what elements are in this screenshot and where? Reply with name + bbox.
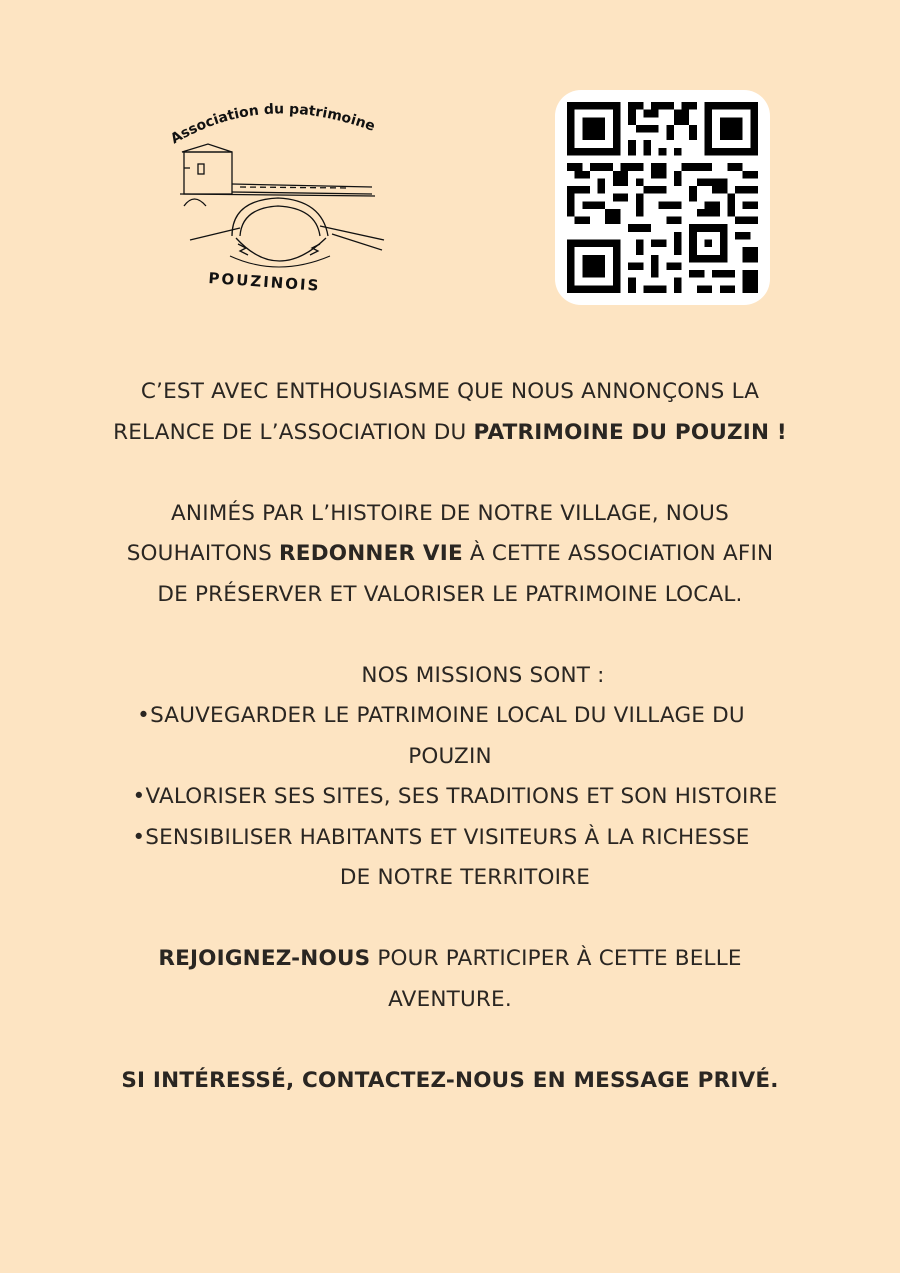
intro-highlight: PATRIMOINE DU POUZIN !: [473, 419, 787, 445]
logo-bottom-text: POUZINOIS: [207, 269, 321, 295]
qr-code-icon: [567, 102, 758, 293]
bullet-icon: •: [132, 784, 146, 809]
logo-arc-text: [168, 101, 377, 147]
mission-2-line-1: VALORISER SES SITES, SES TRADITIONS ET SON HISTOIRE: [145, 784, 778, 809]
missions-list: [70, 696, 830, 899]
join-line-1: [70, 939, 830, 980]
mission-item-3: [70, 818, 830, 859]
intro-line-2-text: RELANCE DE L’ASSOCIATION DU: [113, 419, 474, 445]
mission-item-1: [70, 696, 830, 737]
purpose-line-3: DE PRÉSERVER ET VALORISER LE PATRIMOINE LOCAL.: [157, 581, 743, 607]
purpose-line-1: ANIMÉS PAR L’HISTOIRE DE NOTRE VILLAGE, NOUS: [171, 500, 729, 526]
purpose-highlight: REDONNER VIE: [279, 541, 463, 566]
purpose-line-2-pre: SOUHAITONS: [126, 541, 280, 566]
intro-line-2: [70, 413, 830, 454]
association-logo: [160, 88, 400, 308]
qr-code-card[interactable]: [555, 90, 770, 305]
intro-line-1: C’EST AVEC ENTHOUSIASME QUE NOUS ANNONÇONS LA: [140, 379, 760, 404]
mission-item-2: [80, 777, 830, 818]
join-highlight: REJOIGNEZ-NOUS: [158, 946, 371, 971]
bullet-icon: •: [132, 824, 146, 850]
bridge-illustration: [160, 88, 400, 308]
missions-heading: NOS MISSIONS SONT :: [361, 662, 605, 688]
logo-arc-textpath: Association du patrimoine: [168, 101, 378, 148]
mission-3-line-2: DE NOTRE TERRITOIRE: [339, 865, 591, 890]
contact-line: SI INTÉRESSÉ, CONTACTEZ-NOUS EN MESSAGE PRIVÉ.: [121, 1067, 779, 1093]
purpose-line-2-post: À CETTE ASSOCIATION AFIN: [462, 541, 774, 566]
mission-1-line-2: POUZIN: [408, 743, 492, 769]
purpose-line-2: [70, 534, 830, 575]
mission-1-line-1: SAUVEGARDER LE PATRIMOINE LOCAL DU VILLAGE DU: [150, 703, 745, 728]
join-line-1-post: POUR PARTICIPER À CETTE BELLE: [370, 946, 742, 971]
announcement-text: [70, 372, 830, 1101]
bullet-icon: •: [137, 703, 151, 728]
join-line-2: AVENTURE.: [388, 986, 512, 1012]
mission-3-line-1: SENSIBILISER HABITANTS ET VISITEURS À LA RICHESSE: [145, 824, 750, 850]
